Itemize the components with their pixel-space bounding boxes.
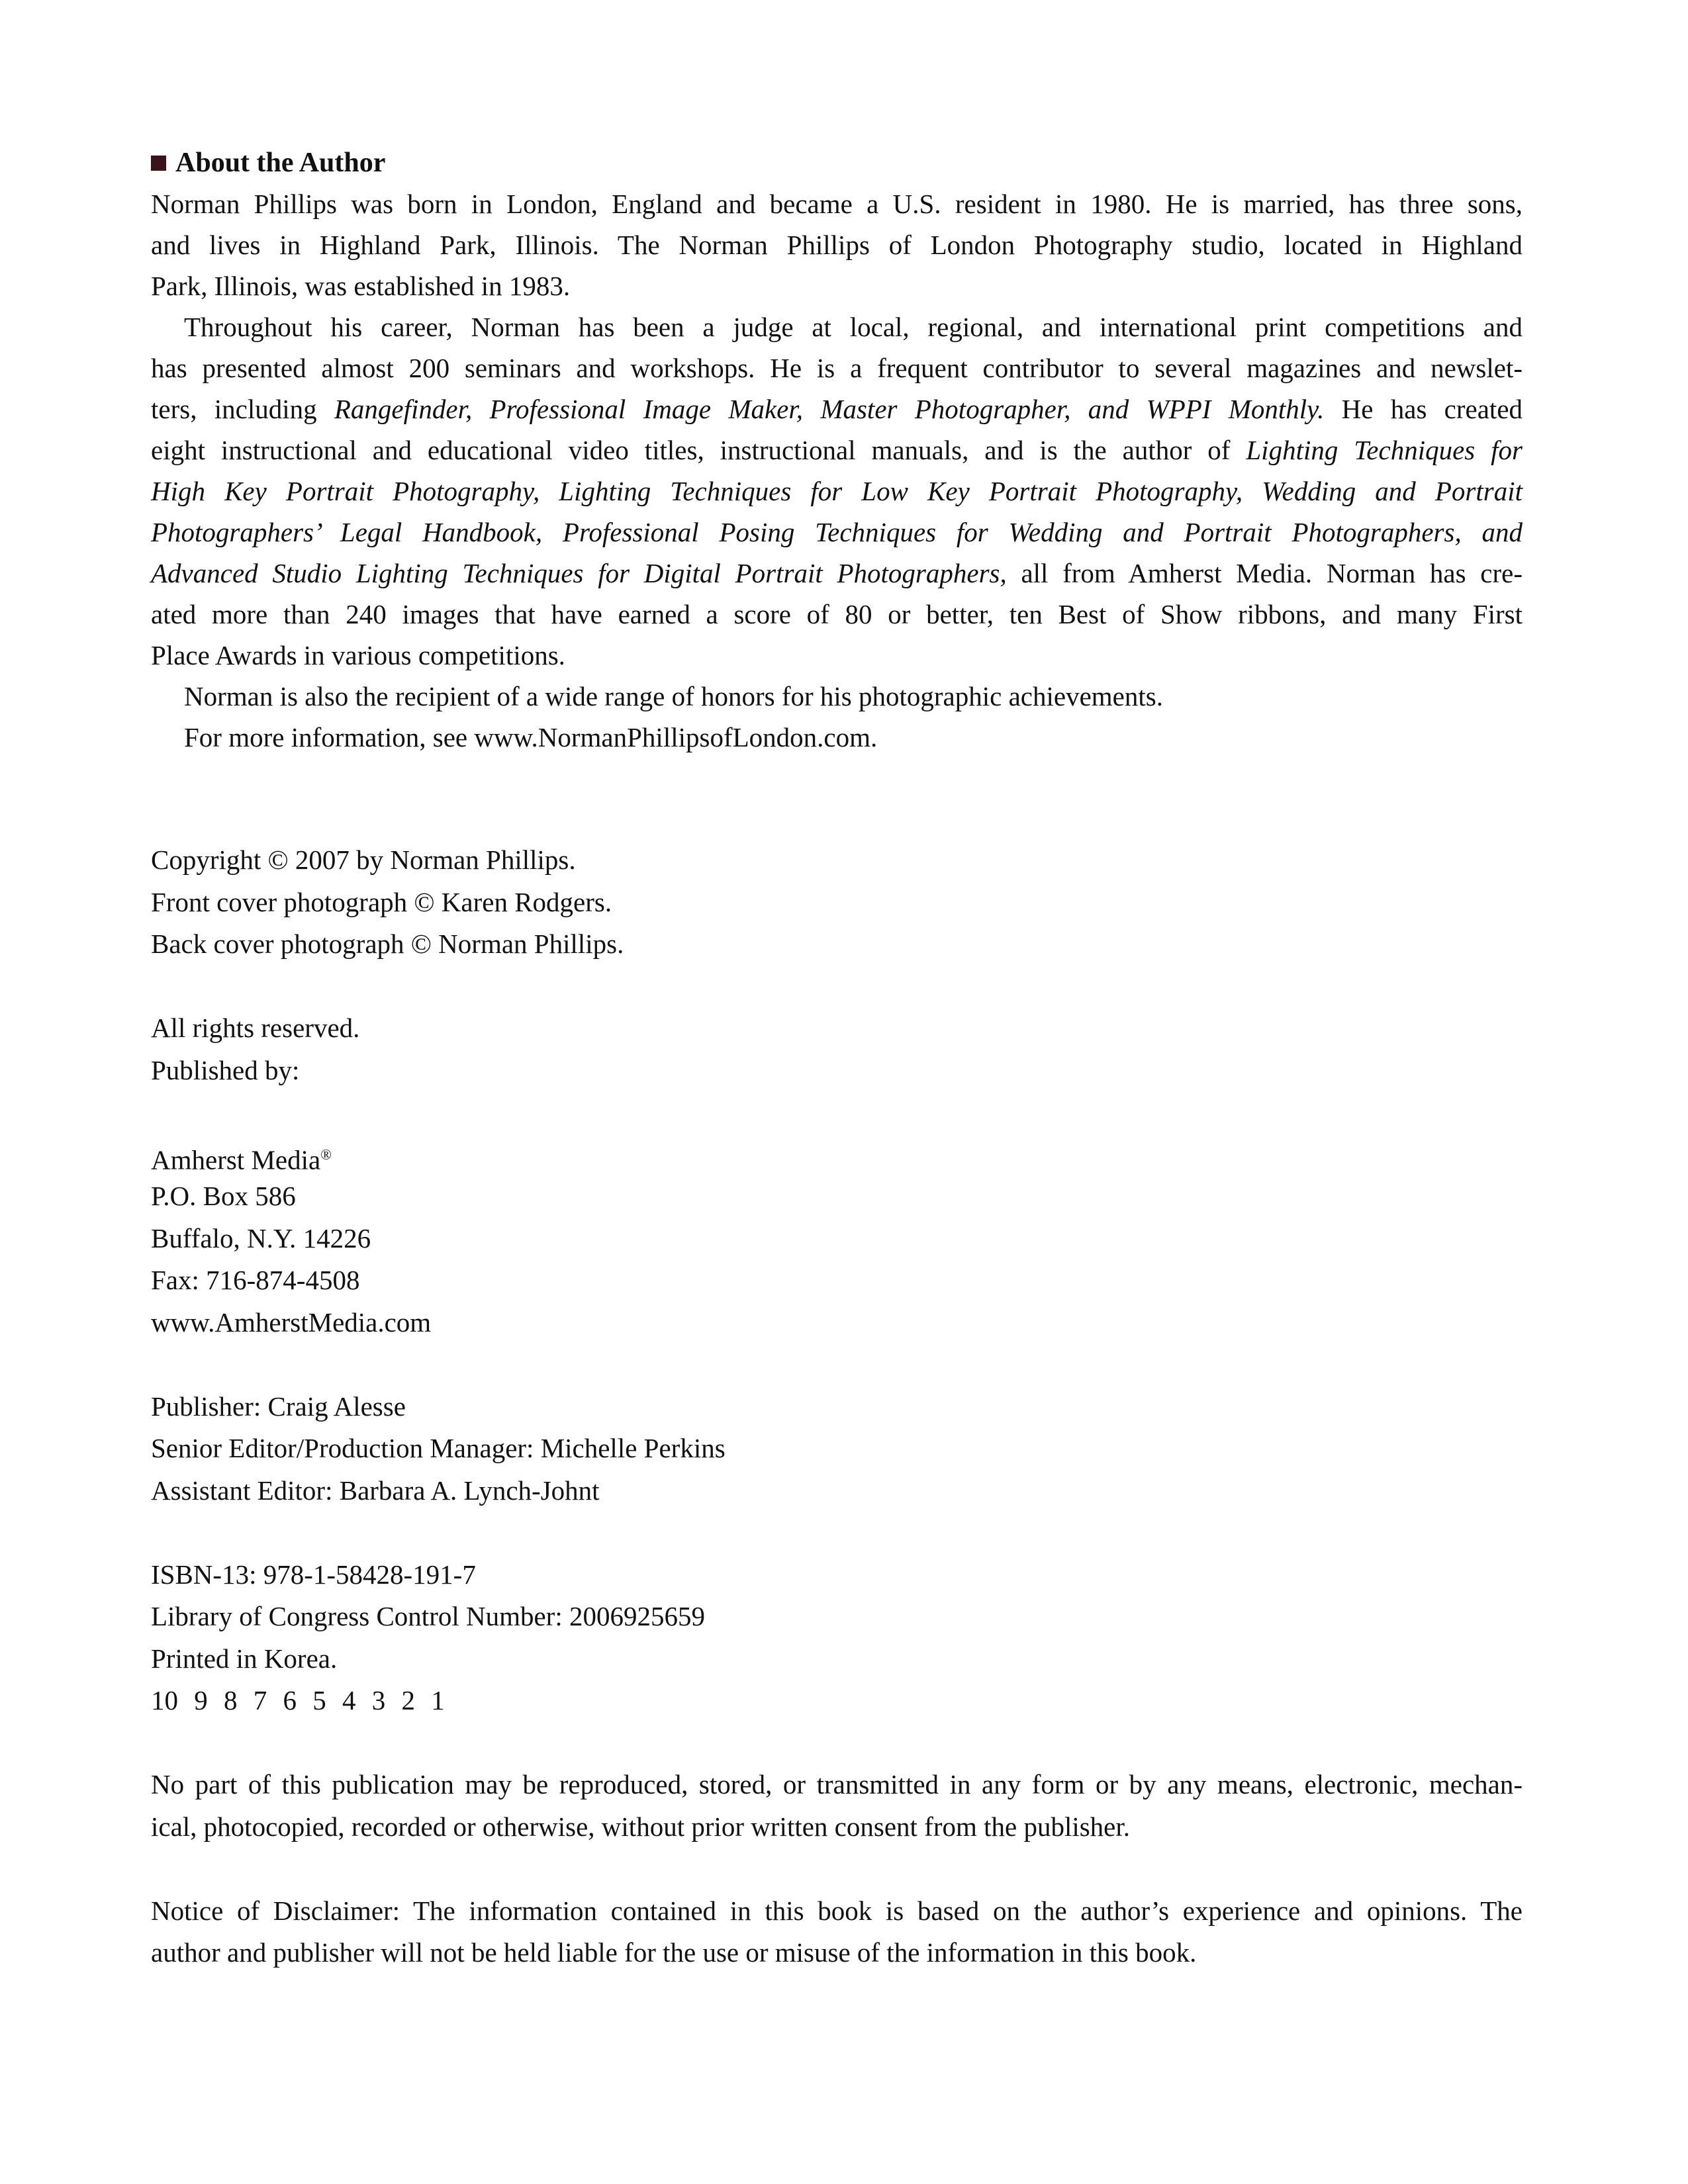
section-heading: [151, 142, 1523, 183]
bio-paragraph: [151, 676, 1523, 717]
bio-paragraph: [151, 306, 1523, 676]
disclaimer-line: author and publisher will not be held liable for the use or misuse of the information in this book.: [151, 1937, 1197, 1968]
about-the-author-section: [151, 142, 1523, 758]
bio-paragraph: [151, 717, 1523, 758]
text-line: [151, 717, 1523, 758]
text-line: [151, 306, 1523, 347]
rights-line: Published by:: [151, 1054, 300, 1085]
text-segment: and lives in Highland Park, Illinois. The Norman Phillips of London Photography studio, located in Highland: [151, 230, 1523, 260]
copyright-block: [151, 839, 1523, 966]
address-line: Fax: 716-874-4508: [151, 1265, 360, 1295]
notice-line: ical, photocopied, recorded or otherwise, without prior written consent from the publisher.: [151, 1811, 1131, 1842]
text-segment: For more information, see www.NormanPhillipsofLondon.com.: [184, 722, 878, 752]
text-line: [151, 265, 1523, 306]
text-line: [151, 594, 1523, 635]
address-line: P.O. Box 586: [151, 1181, 296, 1211]
catalog-line: Library of Congress Control Number: 2006925659: [151, 1601, 705, 1631]
copyright-line: Front cover photograph © Karen Rodgers.: [151, 886, 612, 917]
staff-line: Senior Editor/Production Manager: Michelle Perkins: [151, 1433, 726, 1463]
rights-line: All rights reserved.: [151, 1013, 360, 1043]
text-segment: He has created: [1324, 394, 1523, 424]
text-segment: Norman is also the recipient of a wide range of honors for his photographic achievements.: [184, 681, 1163, 711]
bio-paragraph: [151, 183, 1523, 306]
address-line: www.AmherstMedia.com: [151, 1306, 432, 1338]
staff-line: Publisher: Craig Alesse: [151, 1390, 406, 1422]
copyright-line: Back cover photograph © Norman Phillips.: [151, 929, 624, 959]
printing-numbers: 10 9 8 7 6 5 4 3 2 1: [151, 1685, 445, 1715]
italic-title: Lighting Techniques for: [1246, 435, 1523, 465]
italic-title: Rangefinder, Professional Image Maker, Master Photographer, and WPPI Monthly.: [334, 394, 1325, 424]
text-segment: Throughout his career, Norman has been a judge at local, regional, and international print competitions and: [184, 312, 1523, 342]
publisher-name: [151, 1134, 1523, 1176]
text-segment: has presented almost 200 seminars and workshops. He is a frequent contributor to several magazines and newslet-: [151, 353, 1523, 383]
staff-block: [151, 1386, 1523, 1512]
text-line: [151, 553, 1523, 594]
text-line: [151, 388, 1523, 430]
staff-line: Assistant Editor: Barbara A. Lynch-Johnt: [151, 1475, 600, 1506]
copyright-line: Copyright © 2007 by Norman Phillips.: [151, 844, 576, 875]
text-line: [151, 635, 1523, 676]
heading-text: About the Author: [175, 148, 386, 178]
italic-title: Photographers’ Legal Handbook, Professional Posing Techniques for Wedding and Portrait Photographers, and: [151, 517, 1523, 547]
disclaimer-line: Notice of Disclaimer: The information contained in this book is based on the author’s experience and opinions. The: [151, 1895, 1523, 1926]
rights-block: [151, 1007, 1523, 1091]
text-segment: eight instructional and educational video titles, instructional manuals, and is the author of: [151, 435, 1246, 465]
text-line: [151, 347, 1523, 388]
catalog-line: Printed in Korea.: [151, 1643, 338, 1674]
square-bullet-icon: [151, 156, 166, 171]
catalog-block: [151, 1554, 1523, 1722]
text-line: [151, 224, 1523, 265]
text-segment: Norman Phillips was born in London, England and became a U.S. resident in 1980. He is married, has three sons,: [151, 189, 1523, 219]
text-segment: ters, including: [151, 394, 334, 424]
text-line: [151, 512, 1523, 553]
address-lines: [151, 1175, 1523, 1343]
text-line: [151, 676, 1523, 717]
publisher-address-block: [151, 1134, 1523, 1344]
text-line: [151, 471, 1523, 512]
publisher-name-text: Amherst Media: [151, 1144, 321, 1175]
text-line: [151, 430, 1523, 471]
italic-title: High Key Portrait Photography, Lighting Techniques for Low Key Portrait Photography, Wedding and Portrait: [151, 476, 1523, 506]
no-part-notice: [151, 1764, 1523, 1848]
text-segment: all from Amherst Media. Norman has cre-: [1006, 558, 1523, 588]
registered-mark: ®: [320, 1146, 332, 1163]
copyright-page: [151, 839, 1523, 2016]
address-line: Buffalo, N.Y. 14226: [151, 1222, 371, 1253]
catalog-lines: [151, 1554, 1523, 1680]
text-line: [151, 183, 1523, 224]
notice-line: No part of this publication may be reproduced, stored, or transmitted in any form or by any means, electronic, mechan-: [151, 1769, 1523, 1799]
disclaimer-notice: [151, 1890, 1523, 1974]
text-segment: Place Awards in various competitions.: [151, 640, 565, 670]
italic-title: Advanced Studio Lighting Techniques for Digital Portrait Photographers,: [151, 558, 1007, 588]
catalog-line: ISBN-13: 978-1-58428-191-7: [151, 1559, 476, 1590]
text-segment: Park, Illinois, was established in 1983.: [151, 271, 571, 301]
author-bio: [151, 183, 1523, 758]
text-segment: ated more than 240 images that have earned a score of 80 or better, ten Best of Show ribbons, and many First: [151, 599, 1523, 629]
